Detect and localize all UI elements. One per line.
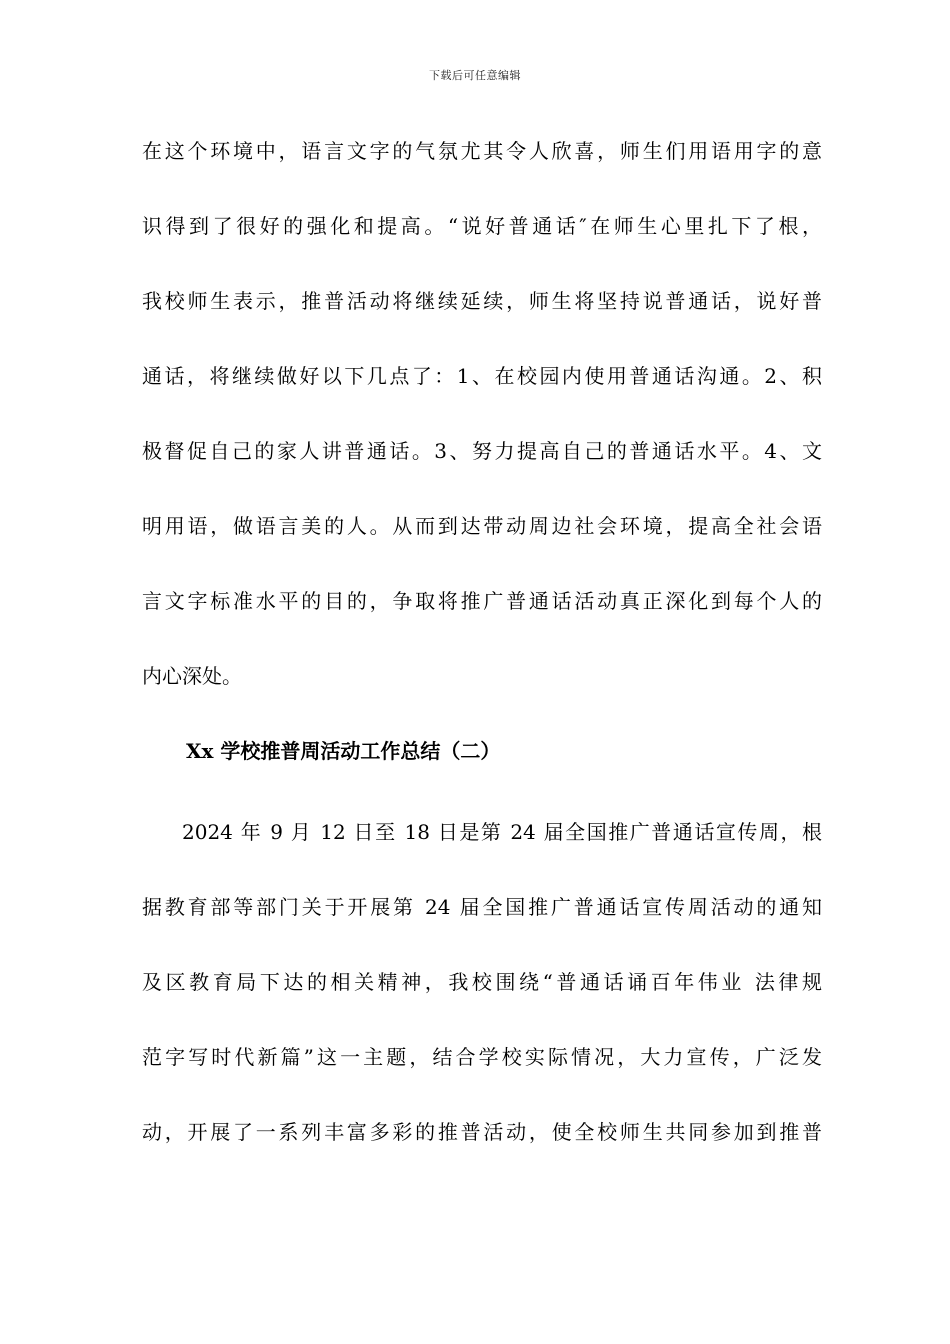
text-line: 内心深处。 [142, 664, 242, 688]
text-line: 通话，将继续做好以下几点了：1、在校园内使用普通话沟通。2、积 [142, 364, 822, 388]
text-line: 在这个环境中，语言文字的气氛尤其令人欣喜，师生们用语用字的意 [142, 139, 822, 163]
text-line: 识得到了很好的强化和提高。“说好普通话″在师生心里扎下了根， [142, 214, 822, 238]
text-line: 极督促自己的家人讲普通话。3、努力提高自己的普通话水平。4、文 [142, 439, 822, 463]
section-heading: Xx 学校推普周活动工作总结（二） [186, 739, 501, 763]
header-note: 下载后可任意编辑 [429, 69, 521, 82]
text-line: 言文字标准水平的目的，争取将推广普通话活动真正深化到每个人的 [142, 589, 822, 613]
text-line: 据教育部等部门关于开展第 24 届全国推广普通话宣传周活动的通知 [142, 895, 822, 919]
text-line: 我校师生表示，推普活动将继续延续，师生将坚持说普通话，说好普 [142, 289, 822, 313]
text-line: 2024 年 9 月 12 日至 18 日是第 24 届全国推广普通话宣传周，根 [182, 820, 822, 844]
text-line: 明用语，做语言美的人。从而到达带动周边社会环境，提高全社会语 [142, 514, 822, 538]
text-line: 及区教育局下达的相关精神，我校围绕“普通话诵百年伟业 法律规 [142, 970, 822, 994]
text-line: 动，开展了一系列丰富多彩的推普活动，使全校师生共同参加到推普 [142, 1120, 822, 1144]
text-line: 范字写时代新篇”这一主题，结合学校实际情况，大力宣传，广泛发 [142, 1045, 822, 1069]
